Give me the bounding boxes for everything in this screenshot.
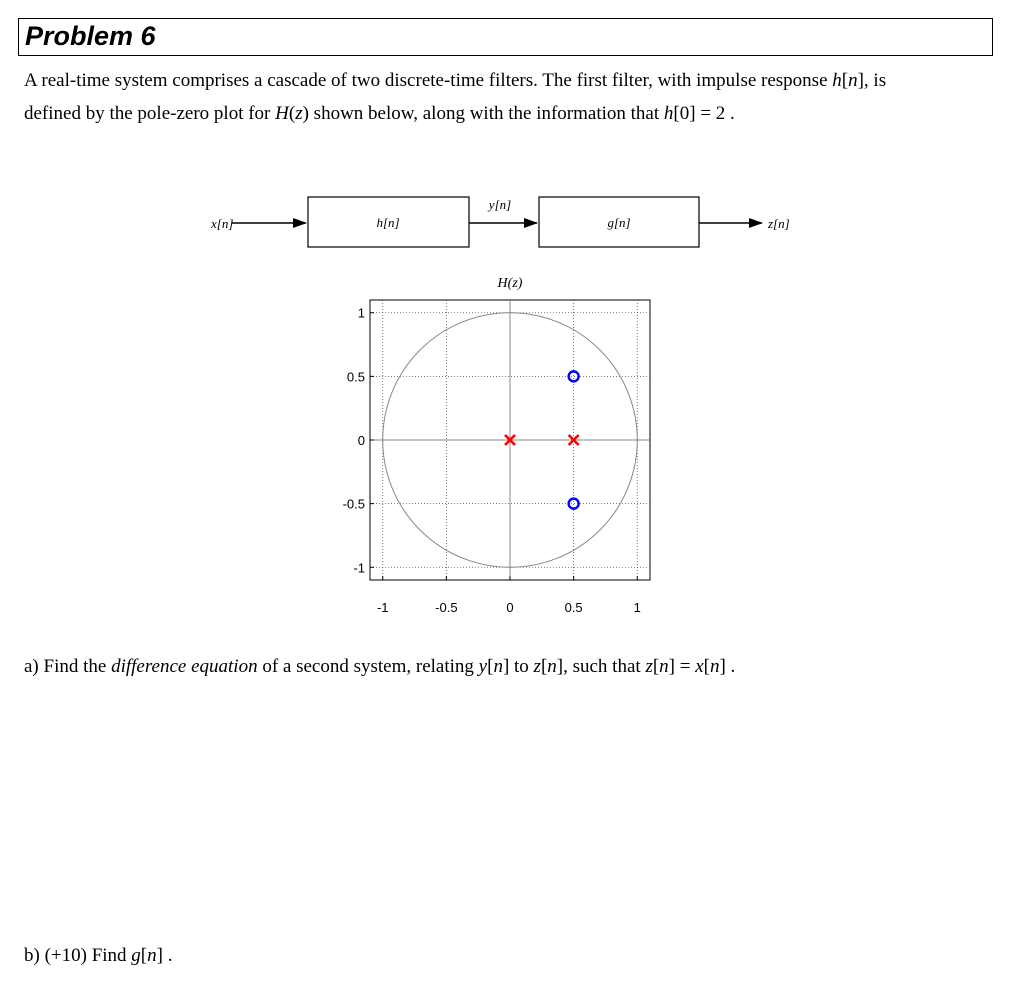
- y-tick-label: -1: [353, 560, 365, 576]
- x-tick-label: 0.5: [564, 600, 583, 615]
- y-tick-label: 0.5: [346, 369, 365, 385]
- x-tick-label: 0: [506, 600, 514, 615]
- x-tick-label: -0.5: [435, 600, 458, 615]
- y-ticks: [343, 306, 374, 576]
- statement-line-1: A real-time system comprises a cascade of two discrete-time filters. The first filter, with impulse response h[n], is: [24, 70, 887, 91]
- filter-g-label: g[n]: [607, 215, 631, 230]
- problem-header-box: [18, 18, 993, 56]
- statement-line-2: defined by the pole-zero plot for H(z) shown below, along with the information that h[0] = 2 .: [24, 103, 735, 124]
- x-tick-label: -1: [376, 600, 389, 615]
- part-b-question: b) (+10) Find g[n] .: [24, 945, 173, 966]
- middle-label: y[n]: [488, 197, 512, 212]
- problem-title: Problem 6: [25, 21, 156, 51]
- pole-zero-chart: [343, 276, 650, 615]
- part-a-question: a) Find the difference equation of a second system, relating y[n] to z[n], such that z[n] = x[n] .: [24, 656, 736, 677]
- y-tick-label: 1: [357, 305, 365, 321]
- block-diagram: [210, 197, 790, 247]
- filter-h-label: h[n]: [376, 215, 400, 230]
- output-label: z[n]: [768, 216, 790, 231]
- y-tick-label: -0.5: [342, 496, 365, 512]
- x-tick-label: 1: [633, 600, 641, 615]
- y-tick-label: 0: [357, 433, 365, 448]
- x-ticks: [377, 576, 641, 615]
- chart-title: H(z): [497, 276, 523, 291]
- problem-statement: [24, 64, 999, 130]
- input-label: x[n]: [211, 216, 234, 231]
